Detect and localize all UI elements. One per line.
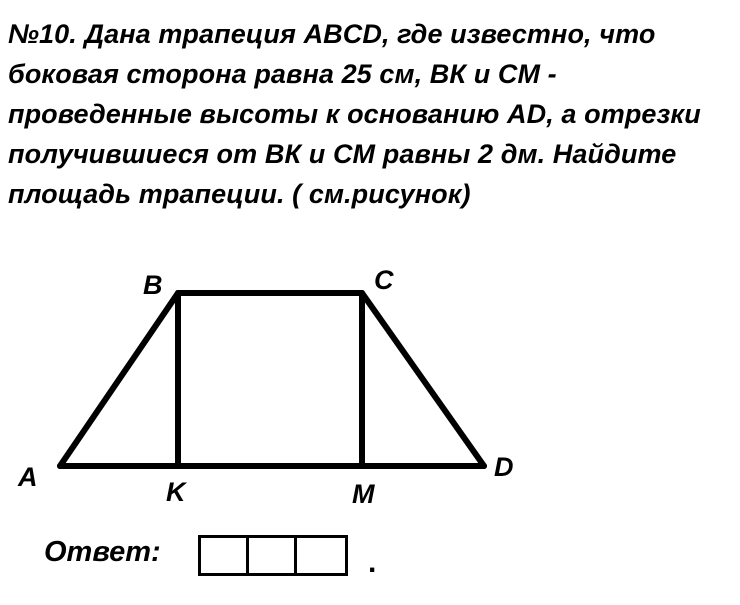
answer-cell[interactable] <box>201 538 249 573</box>
vertex-label-m: M <box>352 479 375 509</box>
problem-line-4: получившиеся от ВК и СМ равны 2 дм. Найдите <box>8 139 677 169</box>
problem-line-3: проведенные высоты к основанию AD, а отрезки <box>8 99 701 129</box>
answer-trailing-dot: . <box>368 546 377 579</box>
vertex-label-c: C <box>374 265 394 295</box>
side-cd <box>362 293 484 466</box>
vertex-label-d: D <box>494 452 514 482</box>
answer-label: Ответ: <box>44 536 161 568</box>
answer-boxes[interactable] <box>198 535 348 576</box>
answer-cell[interactable] <box>249 538 297 573</box>
vertex-label-b: B <box>143 270 163 300</box>
problem-line-1: №10. Дана трапеция ABCD, где известно, что <box>8 19 656 49</box>
vertex-label-a: A <box>18 462 38 492</box>
answer-cell[interactable] <box>297 538 345 573</box>
side-ab <box>60 293 178 466</box>
problem-line-5: площадь трапеции. ( см.рисунок) <box>8 179 471 209</box>
problem-line-2: боковая сторона равна 25 см, ВК и СМ - <box>8 59 557 89</box>
vertex-label-k: K <box>166 477 186 507</box>
